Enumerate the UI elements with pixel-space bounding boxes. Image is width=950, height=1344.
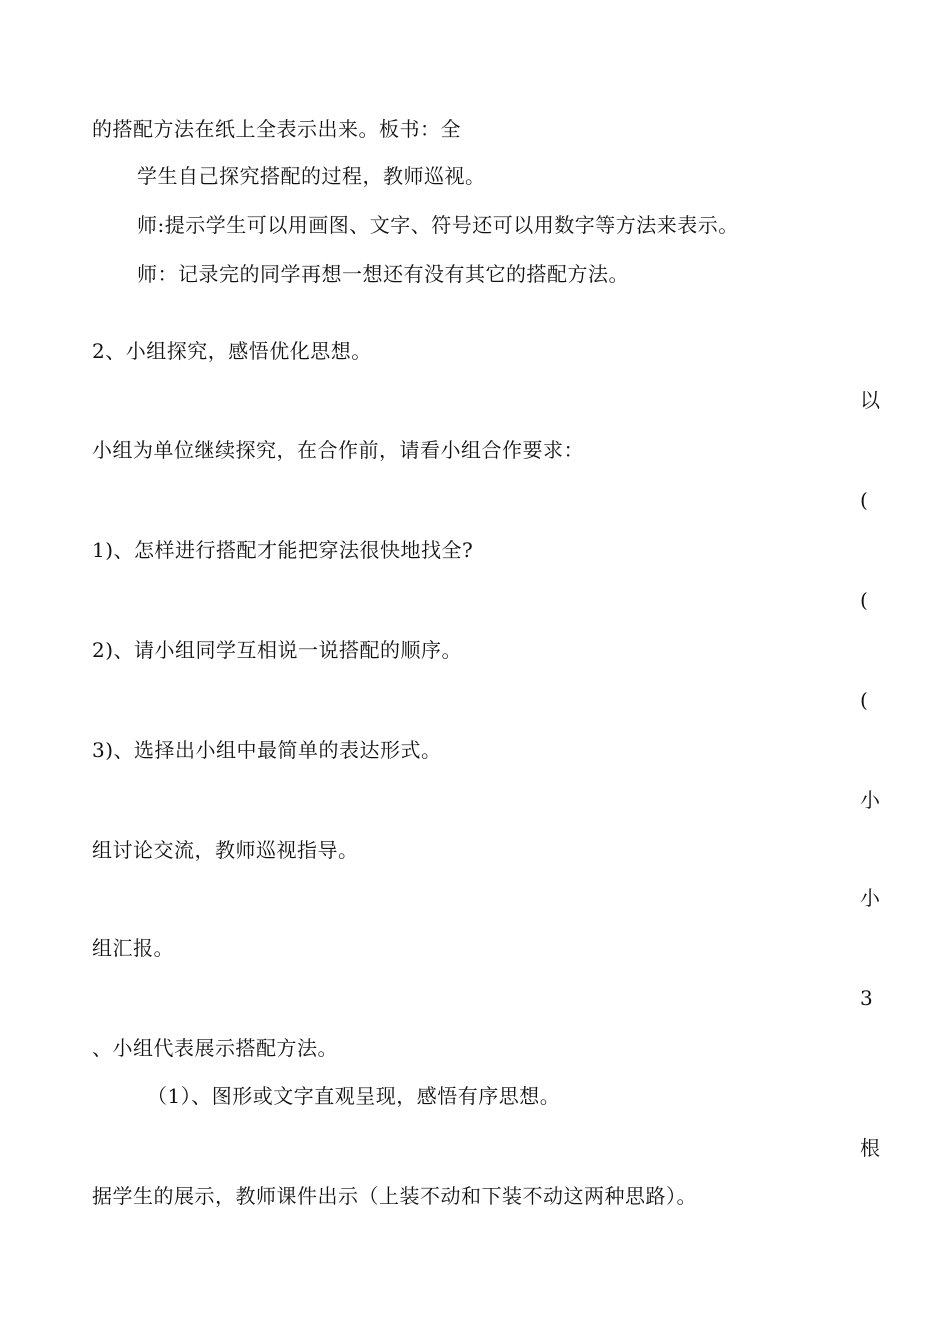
list-item: 3)、选择出小组中最简单的表达形式。 [92,738,442,762]
margin-char: ( [860,688,868,712]
section-heading: 2、小组探究，感悟优化思想。 [92,339,372,363]
margin-char: 以 [860,388,880,412]
text-line: （1）、图形或文字直观呈现，感悟有序思想。 [147,1084,561,1108]
margin-char: ( [860,588,868,612]
text-line: 、小组代表展示搭配方法。 [92,1036,338,1060]
text-line: 的搭配方法在纸上全表示出来。板书：全 [92,117,461,141]
margin-char: 3 [860,986,873,1010]
margin-char: 小 [860,788,880,812]
text-line: 师：记录完的同学再想一想还有没有其它的搭配方法。 [137,262,629,286]
text-line: 据学生的展示，教师课件出示（上装不动和下装不动这两种思路）。 [92,1184,697,1208]
list-item: 2)、请小组同学互相说一说搭配的顺序。 [92,638,463,662]
text-line: 组汇报。 [92,936,174,960]
list-item: 1)、怎样进行搭配才能把穿法很快地找全? [92,538,474,562]
text-line: 组讨论交流，教师巡视指导。 [92,838,359,862]
margin-char: 根 [860,1136,880,1160]
margin-char: 小 [860,886,880,910]
text-line: 小组为单位继续探究，在合作前，请看小组合作要求： [92,438,584,462]
text-line: 师:提示学生可以用画图、文字、符号还可以用数字等方法来表示。 [137,213,739,237]
margin-char: ( [860,488,868,512]
text-line: 学生自己探究搭配的过程，教师巡视。 [137,164,486,188]
